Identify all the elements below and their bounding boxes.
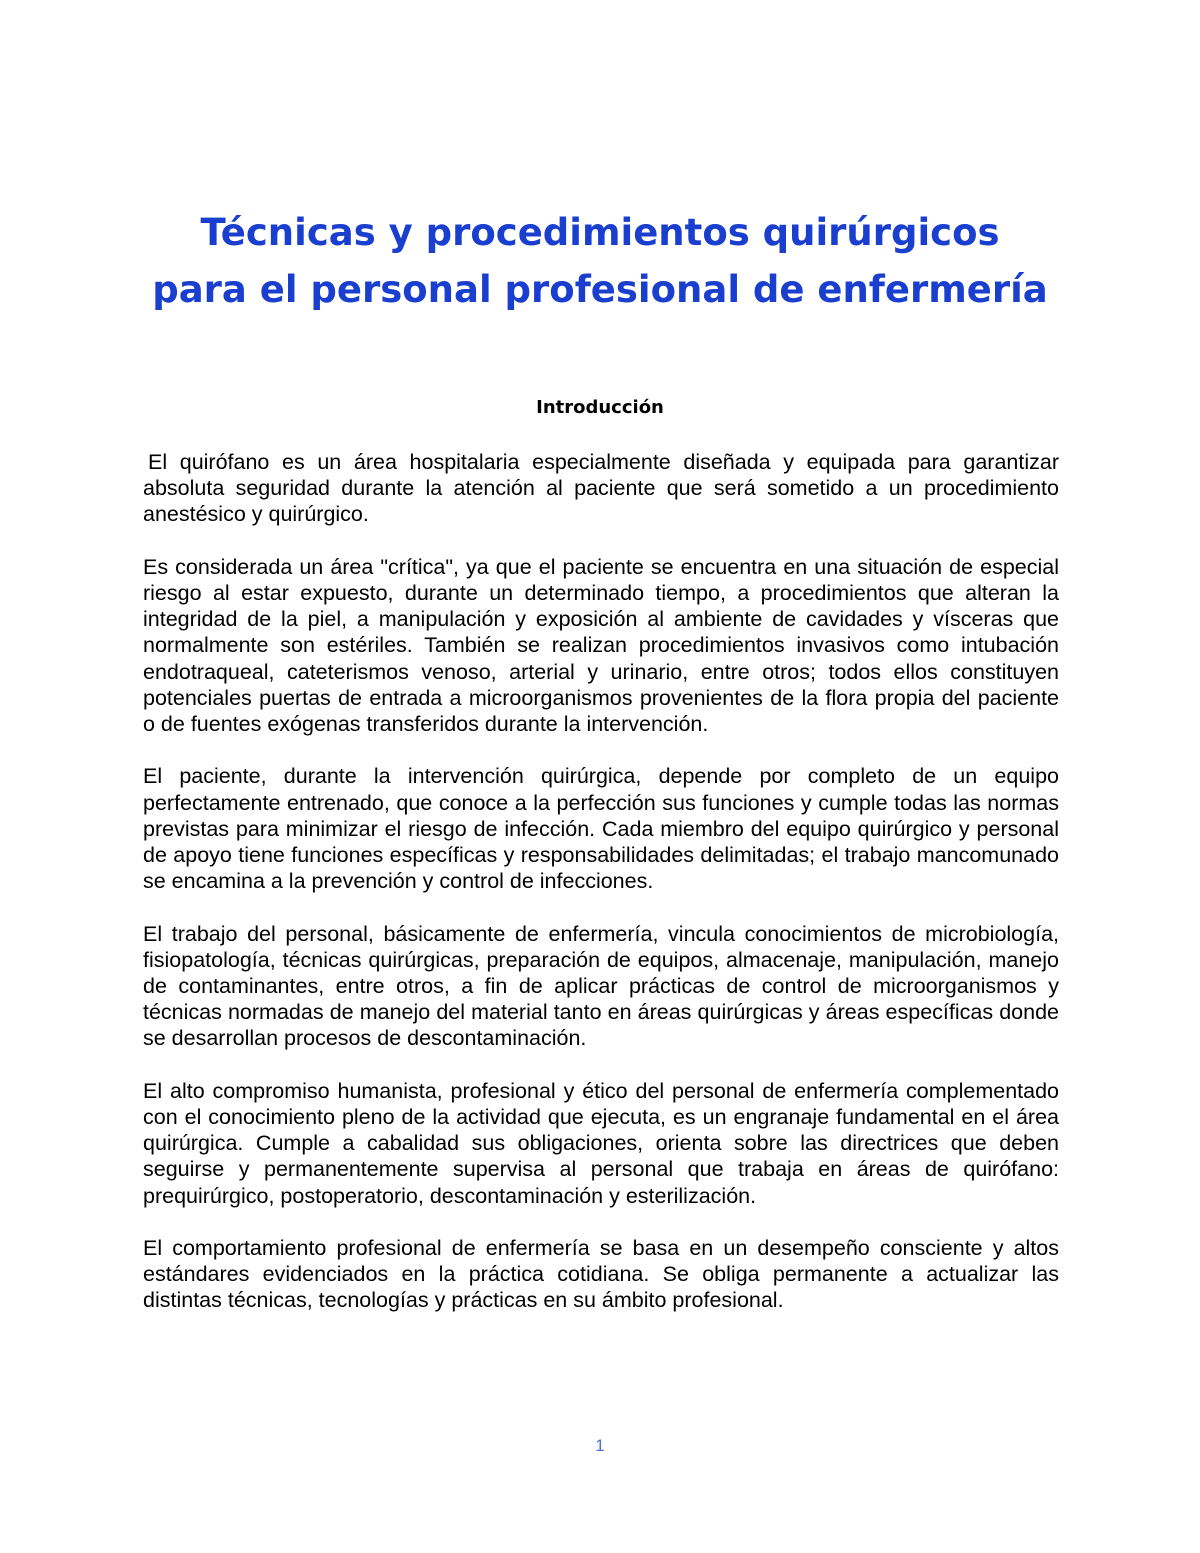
page-number: 1 [595,1436,605,1455]
paragraph-5: El alto compromiso humanista, profesional y ético del personal de enfermería complementado con el conocimiento pleno de la actividad que ejecuta, es un engranaje fundamental en el área quirúrgica. Cumple a cabalidad sus obligaciones, orienta sobre las directrices que deben seguirse y permanentemente supervisa al personal que trabaja en áreas de quirófano: prequirúrgico, postoperatorio, descontaminación y esterilización. [143,1078,1059,1208]
paragraph-3: El paciente, durante la intervención quirúrgica, depende por completo de un equipo perfectamente entrenado, que conoce a la perfección sus funciones y cumple todas las normas previstas para minimizar el riesgo de infección. Cada miembro del equipo quirúrgico y personal de apoyo tiene funciones específicas y responsabilidades delimitadas; el trabajo mancomunado se encamina a la prevención y control de infecciones. [143,764,1059,894]
paragraph-6: El comportamiento profesional de enfermería se basa en un desempeño consciente y altos estándares evidenciados en la práctica cotidiana. Se obliga permanente a actualizar las distintas técnicas, tecnologías y prácticas en su ámbito profesional. [143,1236,1059,1313]
title-line-2: para el personal profesional de enfermería [152,268,1048,311]
paragraph-1: El quirófano es un área hospitalaria especialmente diseñada y equipada para garantizar absoluta seguridad durante la atención al paciente que será sometido a un procedimiento anestésico y quirúrgico. [143,450,1059,527]
document-title [0,204,1200,318]
title-line-1: Técnicas y procedimientos quirúrgicos [200,211,1000,254]
section-heading: Introducción [536,397,664,418]
document-body [143,449,1059,1340]
paragraph-2: Es considerada un área "crítica", ya que el paciente se encuentra en una situación de especial riesgo al estar expuesto, durante un determinado tiempo, a procedimientos que alteran la integridad de la piel, a manipulación y exposición al ambiente de cavidades y vísceras que normalmente son estériles. También se realizan procedimientos invasivos como intubación endotraqueal, cateterismos venoso, arterial y urinario, entre otros; todos ellos constituyen potenciales puertas de entrada a microorganismos provenientes de la flora propia del paciente o de fuentes exógenas transferidos durante la intervención. [143,554,1059,737]
paragraph-4: El trabajo del personal, básicamente de enfermería, vincula conocimientos de microbiología, fisiopatología, técnicas quirúrgicas, preparación de equipos, almacenaje, manipulación, manejo de contaminantes, entre otros, a fin de aplicar prácticas de control de microorganismos y técnicas normadas de manejo del material tanto en áreas quirúrgicas y áreas específicas donde se desarrollan procesos de descontaminación. [143,921,1059,1051]
